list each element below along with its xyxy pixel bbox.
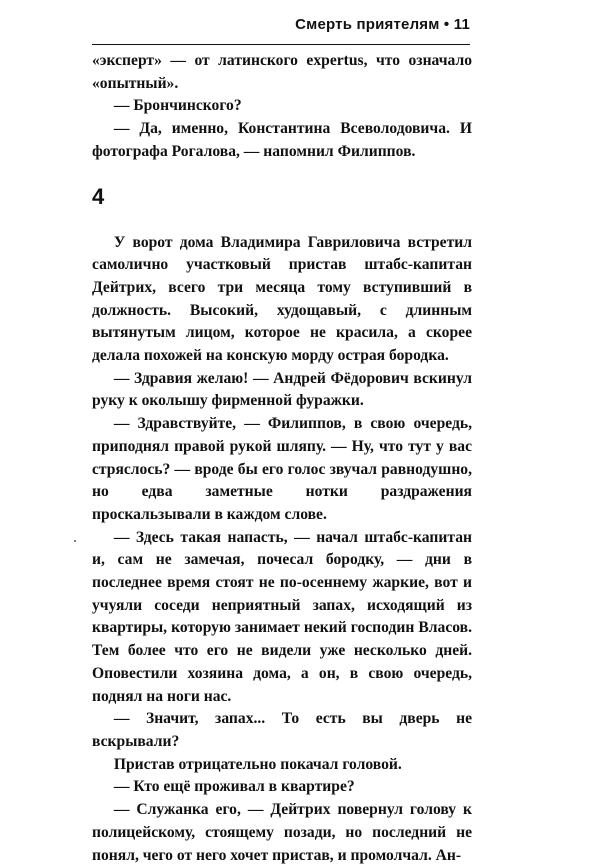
- paragraph: — Да, именно, Константина Всеволодовича. И фотографа Рогалова, — напомнил Филиппов.: [92, 120, 472, 160]
- paragraph: — Значит, запах... То есть вы дверь не вскрывали?: [92, 710, 472, 750]
- page-header: [92, 14, 470, 45]
- scan-speck: [74, 540, 76, 542]
- paragraph: — Здесь такая напасть, — начал штабс-капитан и, сам не замечая, почесал бородку, — дни в последнее время стоят не по-осеннему жаркие, вот и учуяли соседи неприятный запах, исходящий из квартиры, которую занимает некий господин Власов. Тем более что его не видели уже несколько дней. Оповестили хозяина дома, а он, в свою очередь, поднял на ноги нас.: [92, 528, 472, 705]
- chapter-number: 4: [92, 183, 105, 209]
- paragraph: У ворот дома Владимира Гавриловича встретил самолично участковый пристав штабс-капитан Дейтрих, всего три месяца тому вступивший в должность. Высокий, худощавый, с длинным вытянутым лицом, которое не красила, а скорее делала похожей на конскую морду острая бородка.: [92, 233, 472, 365]
- paragraph: — Здравия желаю! — Андрей Фёдорович вскинул руку к околышу фирменной фуражки.: [92, 369, 472, 410]
- paragraph: — Служанка его, — Дейтрих повернул голову к полицейскому, стоящему позади, но последний не понял, чего от него хочет пристав, и промолчал. Ан-: [92, 801, 472, 864]
- page-text: [92, 50, 472, 867]
- paragraph: «эксперт» — от латинского expertus, что означало «опытный».: [92, 52, 472, 92]
- paragraph: — Здравствуйте, — Филиппов, в свою очередь, приподнял правой рукой шляпу. — Ну, что тут у вас стряслось? — вроде бы его голос звучал равнодушно, но едва заметные нотки раздражения проскальзывали в каждом слове.: [92, 415, 472, 523]
- paragraph: — Брончинского?: [113, 97, 242, 115]
- paragraph: — Кто ещё проживал в квартире?: [113, 778, 355, 796]
- paragraph: Пристав отрицательно покачал головой.: [113, 755, 402, 773]
- running-head: Смерть приятелям • 11: [295, 16, 470, 33]
